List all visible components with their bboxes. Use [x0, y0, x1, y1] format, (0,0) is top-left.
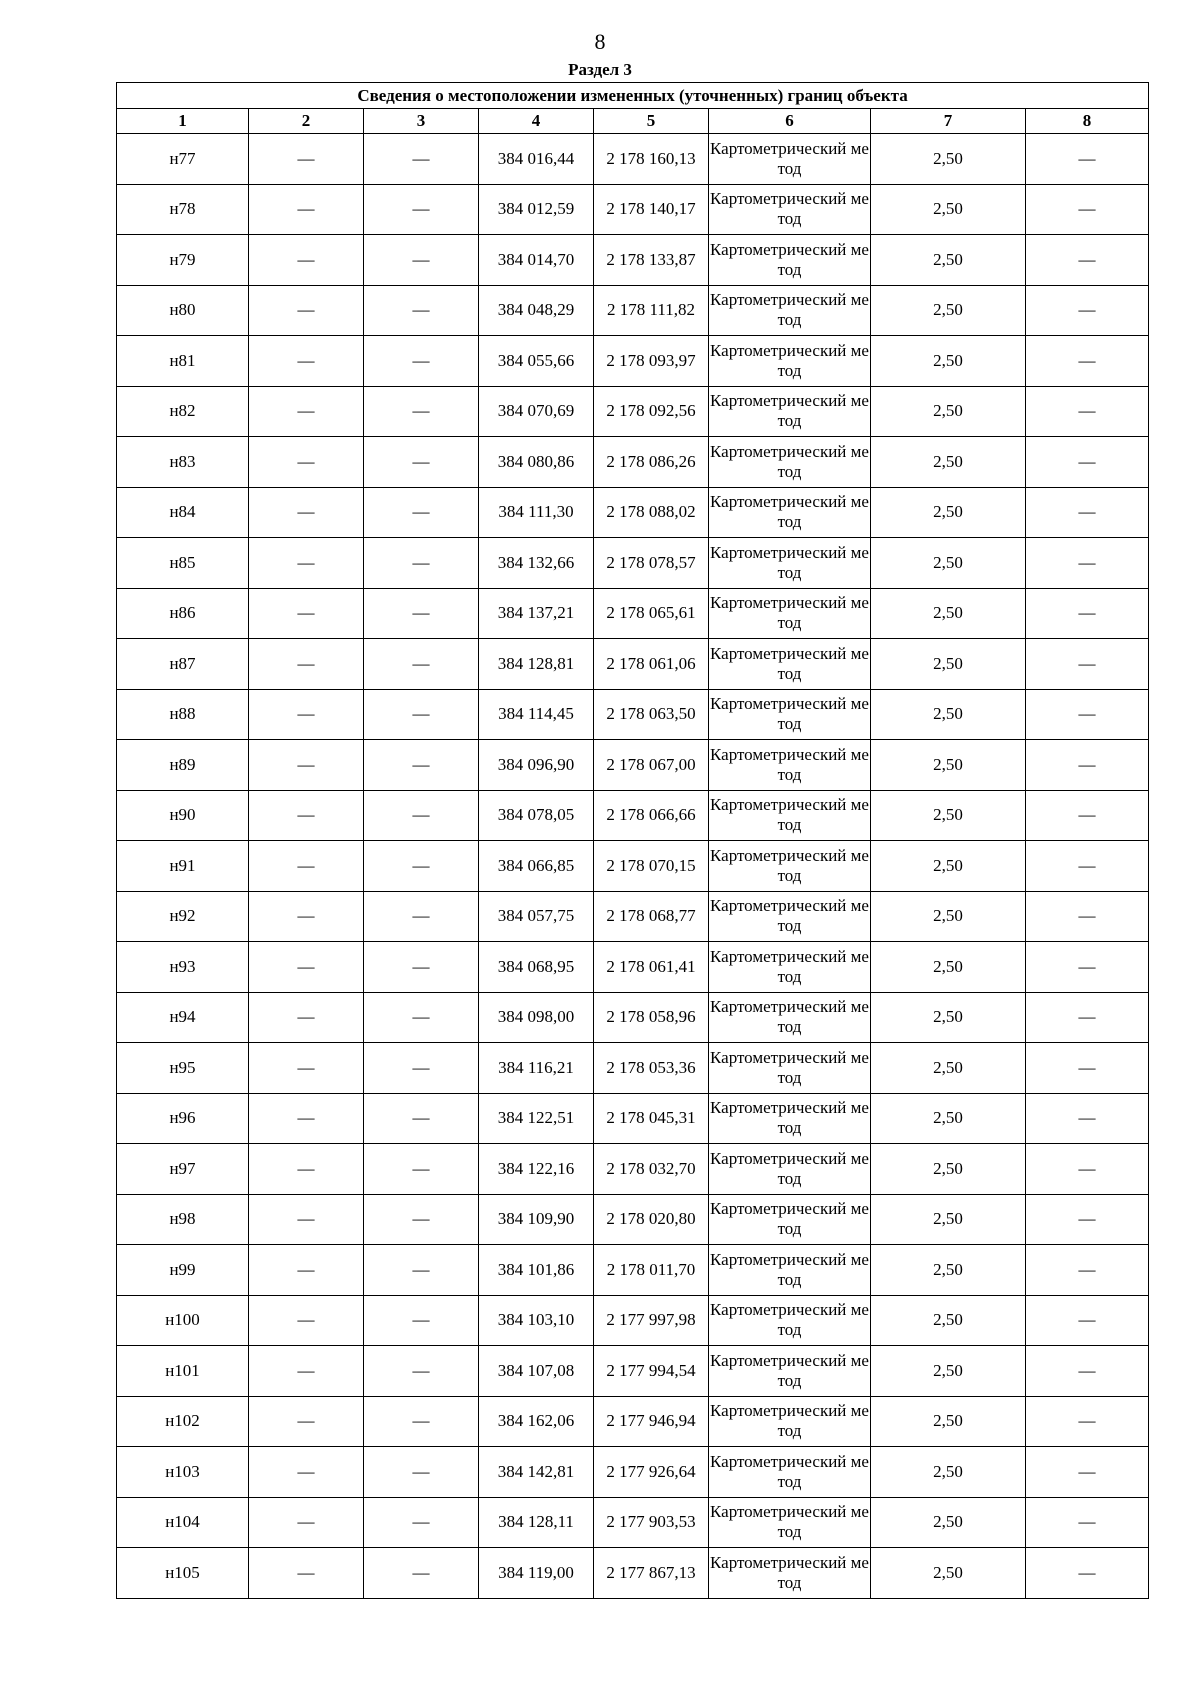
method-cell: Картометрический метод — [709, 992, 871, 1043]
col3-value-cell: — — [364, 1346, 479, 1397]
method-cell: Картометрический метод — [709, 841, 871, 892]
method-cell: Картометрический метод — [709, 1346, 871, 1397]
table-row — [117, 639, 1149, 690]
x-coordinate-cell: 384 128,81 — [479, 639, 594, 690]
col3-value-cell: — — [364, 588, 479, 639]
x-coordinate-cell: 384 057,75 — [479, 891, 594, 942]
col2-value-cell: — — [249, 689, 364, 740]
col3-value-cell: — — [364, 1396, 479, 1447]
method-cell: Картометрический метод — [709, 134, 871, 185]
accuracy-cell: 2,50 — [871, 487, 1026, 538]
point-name-cell: н91 — [117, 841, 249, 892]
col2-value-cell: — — [249, 134, 364, 185]
col3-value-cell: — — [364, 639, 479, 690]
table-row — [117, 487, 1149, 538]
table-row — [117, 841, 1149, 892]
col2-value-cell: — — [249, 1447, 364, 1498]
point-name-cell: н88 — [117, 689, 249, 740]
column-header-7: 7 — [871, 109, 1026, 134]
table-row — [117, 1043, 1149, 1094]
x-coordinate-cell: 384 070,69 — [479, 386, 594, 437]
method-cell: Картометрический метод — [709, 1548, 871, 1599]
table-row — [117, 1093, 1149, 1144]
method-cell: Картометрический метод — [709, 1245, 871, 1296]
x-coordinate-cell: 384 114,45 — [479, 689, 594, 740]
y-coordinate-cell: 2 178 053,36 — [594, 1043, 709, 1094]
column-header-3: 3 — [364, 109, 479, 134]
col3-value-cell: — — [364, 285, 479, 336]
y-coordinate-cell: 2 177 994,54 — [594, 1346, 709, 1397]
table-row — [117, 134, 1149, 185]
col3-value-cell: — — [364, 790, 479, 841]
accuracy-cell: 2,50 — [871, 588, 1026, 639]
accuracy-cell: 2,50 — [871, 437, 1026, 488]
method-cell: Картометрический метод — [709, 942, 871, 993]
accuracy-cell: 2,50 — [871, 1245, 1026, 1296]
x-coordinate-cell: 384 016,44 — [479, 134, 594, 185]
table-row — [117, 386, 1149, 437]
y-coordinate-cell: 2 178 140,17 — [594, 184, 709, 235]
col2-value-cell: — — [249, 740, 364, 791]
col8-value-cell: — — [1026, 386, 1149, 437]
accuracy-cell: 2,50 — [871, 1396, 1026, 1447]
method-cell: Картометрический метод — [709, 1295, 871, 1346]
method-cell: Картометрический метод — [709, 184, 871, 235]
x-coordinate-cell: 384 012,59 — [479, 184, 594, 235]
col3-value-cell: — — [364, 1447, 479, 1498]
col8-value-cell: — — [1026, 1346, 1149, 1397]
col2-value-cell: — — [249, 588, 364, 639]
col8-value-cell: — — [1026, 1396, 1149, 1447]
page-number: 8 — [594, 29, 606, 54]
col3-value-cell: — — [364, 1548, 479, 1599]
x-coordinate-cell: 384 128,11 — [479, 1497, 594, 1548]
col8-value-cell: — — [1026, 942, 1149, 993]
y-coordinate-cell: 2 178 032,70 — [594, 1144, 709, 1195]
point-name-cell: н79 — [117, 235, 249, 286]
col2-value-cell: — — [249, 942, 364, 993]
col3-value-cell: — — [364, 235, 479, 286]
col8-value-cell: — — [1026, 1194, 1149, 1245]
x-coordinate-cell: 384 014,70 — [479, 235, 594, 286]
method-cell: Картометрический метод — [709, 538, 871, 589]
method-cell: Картометрический метод — [709, 1043, 871, 1094]
point-name-cell: н104 — [117, 1497, 249, 1548]
table-row — [117, 740, 1149, 791]
point-name-cell: н99 — [117, 1245, 249, 1296]
table-row — [117, 1295, 1149, 1346]
column-header-1: 1 — [117, 109, 249, 134]
col2-value-cell: — — [249, 538, 364, 589]
column-number-row — [117, 109, 1149, 134]
point-name-cell: н90 — [117, 790, 249, 841]
method-cell: Картометрический метод — [709, 740, 871, 791]
x-coordinate-cell: 384 068,95 — [479, 942, 594, 993]
col8-value-cell: — — [1026, 891, 1149, 942]
x-coordinate-cell: 384 122,16 — [479, 1144, 594, 1195]
point-name-cell: н96 — [117, 1093, 249, 1144]
y-coordinate-cell: 2 178 086,26 — [594, 437, 709, 488]
table-row — [117, 1497, 1149, 1548]
col3-value-cell: — — [364, 386, 479, 437]
accuracy-cell: 2,50 — [871, 1497, 1026, 1548]
method-cell: Картометрический метод — [709, 1396, 871, 1447]
accuracy-cell: 2,50 — [871, 790, 1026, 841]
table-row — [117, 1245, 1149, 1296]
method-cell: Картометрический метод — [709, 891, 871, 942]
section-heading: Раздел 3 — [568, 60, 632, 79]
col2-value-cell: — — [249, 790, 364, 841]
col8-value-cell: — — [1026, 1548, 1149, 1599]
y-coordinate-cell: 2 178 011,70 — [594, 1245, 709, 1296]
method-cell: Картометрический метод — [709, 639, 871, 690]
y-coordinate-cell: 2 178 160,13 — [594, 134, 709, 185]
col2-value-cell: — — [249, 891, 364, 942]
col2-value-cell: — — [249, 184, 364, 235]
col8-value-cell: — — [1026, 235, 1149, 286]
y-coordinate-cell: 2 177 903,53 — [594, 1497, 709, 1548]
method-cell: Картометрический метод — [709, 437, 871, 488]
col8-value-cell: — — [1026, 841, 1149, 892]
col3-value-cell: — — [364, 538, 479, 589]
table-row — [117, 1447, 1149, 1498]
table-row — [117, 689, 1149, 740]
col2-value-cell: — — [249, 285, 364, 336]
method-cell: Картометрический метод — [709, 1447, 871, 1498]
x-coordinate-cell: 384 116,21 — [479, 1043, 594, 1094]
col8-value-cell: — — [1026, 1093, 1149, 1144]
table-row — [117, 1396, 1149, 1447]
col8-value-cell: — — [1026, 184, 1149, 235]
accuracy-cell: 2,50 — [871, 891, 1026, 942]
accuracy-cell: 2,50 — [871, 538, 1026, 589]
table-row — [117, 184, 1149, 235]
point-name-cell: н80 — [117, 285, 249, 336]
col8-value-cell: — — [1026, 740, 1149, 791]
col8-value-cell: — — [1026, 639, 1149, 690]
col3-value-cell: — — [364, 841, 479, 892]
col3-value-cell: — — [364, 184, 479, 235]
col8-value-cell: — — [1026, 689, 1149, 740]
col8-value-cell: — — [1026, 588, 1149, 639]
point-name-cell: н81 — [117, 336, 249, 387]
col8-value-cell: — — [1026, 1497, 1149, 1548]
x-coordinate-cell: 384 162,06 — [479, 1396, 594, 1447]
accuracy-cell: 2,50 — [871, 1447, 1026, 1498]
table-title: Сведения о местоположении измененных (уточненных) границ объекта — [117, 83, 1149, 109]
col3-value-cell: — — [364, 891, 479, 942]
y-coordinate-cell: 2 178 088,02 — [594, 487, 709, 538]
method-cell: Картометрический метод — [709, 588, 871, 639]
accuracy-cell: 2,50 — [871, 1093, 1026, 1144]
col3-value-cell: — — [364, 336, 479, 387]
method-cell: Картометрический метод — [709, 235, 871, 286]
accuracy-cell: 2,50 — [871, 285, 1026, 336]
col2-value-cell: — — [249, 437, 364, 488]
accuracy-cell: 2,50 — [871, 386, 1026, 437]
col2-value-cell: — — [249, 992, 364, 1043]
table-row — [117, 235, 1149, 286]
method-cell: Картометрический метод — [709, 1093, 871, 1144]
x-coordinate-cell: 384 111,30 — [479, 487, 594, 538]
table-row — [117, 437, 1149, 488]
table-row — [117, 336, 1149, 387]
point-name-cell: н100 — [117, 1295, 249, 1346]
x-coordinate-cell: 384 142,81 — [479, 1447, 594, 1498]
col3-value-cell: — — [364, 1194, 479, 1245]
col3-value-cell: — — [364, 740, 479, 791]
col2-value-cell: — — [249, 1093, 364, 1144]
col2-value-cell: — — [249, 336, 364, 387]
y-coordinate-cell: 2 178 068,77 — [594, 891, 709, 942]
y-coordinate-cell: 2 178 133,87 — [594, 235, 709, 286]
y-coordinate-cell: 2 178 020,80 — [594, 1194, 709, 1245]
y-coordinate-cell: 2 178 063,50 — [594, 689, 709, 740]
accuracy-cell: 2,50 — [871, 639, 1026, 690]
method-cell: Картометрический метод — [709, 790, 871, 841]
x-coordinate-cell: 384 080,86 — [479, 437, 594, 488]
col2-value-cell: — — [249, 235, 364, 286]
accuracy-cell: 2,50 — [871, 1144, 1026, 1195]
col8-value-cell: — — [1026, 1144, 1149, 1195]
accuracy-cell: 2,50 — [871, 1346, 1026, 1397]
x-coordinate-cell: 384 107,08 — [479, 1346, 594, 1397]
y-coordinate-cell: 2 178 061,06 — [594, 639, 709, 690]
column-header-8: 8 — [1026, 109, 1149, 134]
col3-value-cell: — — [364, 1497, 479, 1548]
table-row — [117, 891, 1149, 942]
col2-value-cell: — — [249, 1396, 364, 1447]
col2-value-cell: — — [249, 1497, 364, 1548]
y-coordinate-cell: 2 177 997,98 — [594, 1295, 709, 1346]
column-header-2: 2 — [249, 109, 364, 134]
col2-value-cell: — — [249, 487, 364, 538]
y-coordinate-cell: 2 178 066,66 — [594, 790, 709, 841]
boundary-coordinates-table — [116, 82, 1149, 1599]
column-header-6: 6 — [709, 109, 871, 134]
col8-value-cell: — — [1026, 992, 1149, 1043]
point-name-cell: н92 — [117, 891, 249, 942]
y-coordinate-cell: 2 178 061,41 — [594, 942, 709, 993]
x-coordinate-cell: 384 066,85 — [479, 841, 594, 892]
accuracy-cell: 2,50 — [871, 740, 1026, 791]
table-row — [117, 1548, 1149, 1599]
table-body — [117, 134, 1149, 1599]
y-coordinate-cell: 2 178 092,56 — [594, 386, 709, 437]
x-coordinate-cell: 384 109,90 — [479, 1194, 594, 1245]
accuracy-cell: 2,50 — [871, 235, 1026, 286]
col8-value-cell: — — [1026, 1295, 1149, 1346]
point-name-cell: н98 — [117, 1194, 249, 1245]
x-coordinate-cell: 384 137,21 — [479, 588, 594, 639]
point-name-cell: н95 — [117, 1043, 249, 1094]
point-name-cell: н101 — [117, 1346, 249, 1397]
point-name-cell: н85 — [117, 538, 249, 589]
column-header-4: 4 — [479, 109, 594, 134]
accuracy-cell: 2,50 — [871, 942, 1026, 993]
point-name-cell: н78 — [117, 184, 249, 235]
x-coordinate-cell: 384 055,66 — [479, 336, 594, 387]
point-name-cell: н87 — [117, 639, 249, 690]
col3-value-cell: — — [364, 942, 479, 993]
y-coordinate-cell: 2 178 078,57 — [594, 538, 709, 589]
col2-value-cell: — — [249, 1548, 364, 1599]
col8-value-cell: — — [1026, 538, 1149, 589]
col2-value-cell: — — [249, 639, 364, 690]
x-coordinate-cell: 384 132,66 — [479, 538, 594, 589]
y-coordinate-cell: 2 178 067,00 — [594, 740, 709, 791]
table-row — [117, 1346, 1149, 1397]
y-coordinate-cell: 2 177 946,94 — [594, 1396, 709, 1447]
col2-value-cell: — — [249, 386, 364, 437]
method-cell: Картометрический метод — [709, 1497, 871, 1548]
point-name-cell: н89 — [117, 740, 249, 791]
point-name-cell: н103 — [117, 1447, 249, 1498]
col8-value-cell: — — [1026, 134, 1149, 185]
accuracy-cell: 2,50 — [871, 184, 1026, 235]
accuracy-cell: 2,50 — [871, 1295, 1026, 1346]
col3-value-cell: — — [364, 1245, 479, 1296]
method-cell: Картометрический метод — [709, 1144, 871, 1195]
x-coordinate-cell: 384 101,86 — [479, 1245, 594, 1296]
col3-value-cell: — — [364, 437, 479, 488]
table-row — [117, 790, 1149, 841]
y-coordinate-cell: 2 178 070,15 — [594, 841, 709, 892]
accuracy-cell: 2,50 — [871, 841, 1026, 892]
col2-value-cell: — — [249, 1295, 364, 1346]
col8-value-cell: — — [1026, 336, 1149, 387]
col3-value-cell: — — [364, 487, 479, 538]
y-coordinate-cell: 2 178 111,82 — [594, 285, 709, 336]
point-name-cell: н93 — [117, 942, 249, 993]
col8-value-cell: — — [1026, 790, 1149, 841]
point-name-cell: н94 — [117, 992, 249, 1043]
y-coordinate-cell: 2 178 058,96 — [594, 992, 709, 1043]
x-coordinate-cell: 384 078,05 — [479, 790, 594, 841]
column-header-5: 5 — [594, 109, 709, 134]
point-name-cell: н77 — [117, 134, 249, 185]
table-row — [117, 538, 1149, 589]
table-row — [117, 285, 1149, 336]
col3-value-cell: — — [364, 1295, 479, 1346]
x-coordinate-cell: 384 096,90 — [479, 740, 594, 791]
col3-value-cell: — — [364, 1093, 479, 1144]
accuracy-cell: 2,50 — [871, 1043, 1026, 1094]
col2-value-cell: — — [249, 1194, 364, 1245]
method-cell: Картометрический метод — [709, 285, 871, 336]
col2-value-cell: — — [249, 1245, 364, 1296]
accuracy-cell: 2,50 — [871, 1194, 1026, 1245]
table-row — [117, 942, 1149, 993]
x-coordinate-cell: 384 098,00 — [479, 992, 594, 1043]
table-row — [117, 1144, 1149, 1195]
col2-value-cell: — — [249, 1043, 364, 1094]
col8-value-cell: — — [1026, 1245, 1149, 1296]
col2-value-cell: — — [249, 841, 364, 892]
x-coordinate-cell: 384 119,00 — [479, 1548, 594, 1599]
col3-value-cell: — — [364, 992, 479, 1043]
y-coordinate-cell: 2 178 093,97 — [594, 336, 709, 387]
col8-value-cell: — — [1026, 1447, 1149, 1498]
y-coordinate-cell: 2 177 867,13 — [594, 1548, 709, 1599]
col2-value-cell: — — [249, 1144, 364, 1195]
method-cell: Картометрический метод — [709, 336, 871, 387]
table-row — [117, 1194, 1149, 1245]
table-row — [117, 992, 1149, 1043]
point-name-cell: н102 — [117, 1396, 249, 1447]
accuracy-cell: 2,50 — [871, 134, 1026, 185]
table-row — [117, 588, 1149, 639]
col3-value-cell: — — [364, 689, 479, 740]
point-name-cell: н83 — [117, 437, 249, 488]
col8-value-cell: — — [1026, 487, 1149, 538]
accuracy-cell: 2,50 — [871, 689, 1026, 740]
col2-value-cell: — — [249, 1346, 364, 1397]
method-cell: Картометрический метод — [709, 689, 871, 740]
col3-value-cell: — — [364, 1144, 479, 1195]
method-cell: Картометрический метод — [709, 1194, 871, 1245]
point-name-cell: н82 — [117, 386, 249, 437]
x-coordinate-cell: 384 122,51 — [479, 1093, 594, 1144]
accuracy-cell: 2,50 — [871, 1548, 1026, 1599]
point-name-cell: н86 — [117, 588, 249, 639]
accuracy-cell: 2,50 — [871, 336, 1026, 387]
method-cell: Картометрический метод — [709, 487, 871, 538]
x-coordinate-cell: 384 048,29 — [479, 285, 594, 336]
col3-value-cell: — — [364, 134, 479, 185]
y-coordinate-cell: 2 177 926,64 — [594, 1447, 709, 1498]
col8-value-cell: — — [1026, 285, 1149, 336]
y-coordinate-cell: 2 178 065,61 — [594, 588, 709, 639]
y-coordinate-cell: 2 178 045,31 — [594, 1093, 709, 1144]
col8-value-cell: — — [1026, 1043, 1149, 1094]
x-coordinate-cell: 384 103,10 — [479, 1295, 594, 1346]
point-name-cell: н105 — [117, 1548, 249, 1599]
method-cell: Картометрический метод — [709, 386, 871, 437]
col3-value-cell: — — [364, 1043, 479, 1094]
point-name-cell: н84 — [117, 487, 249, 538]
point-name-cell: н97 — [117, 1144, 249, 1195]
accuracy-cell: 2,50 — [871, 992, 1026, 1043]
col8-value-cell: — — [1026, 437, 1149, 488]
